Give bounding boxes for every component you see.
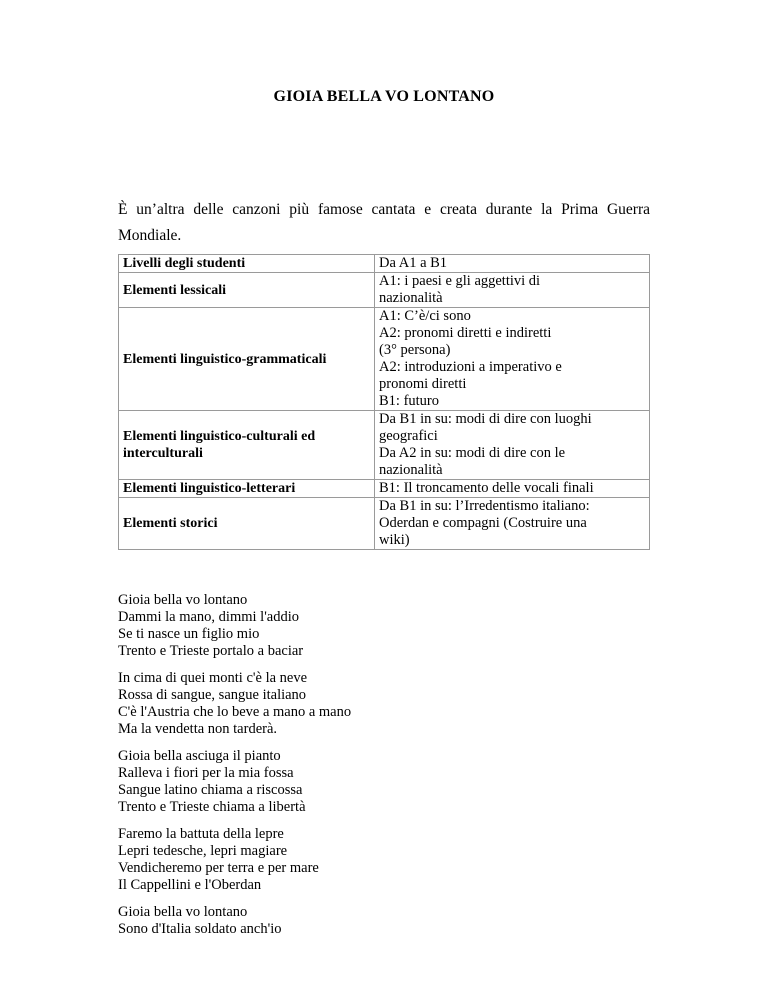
- row-label: Elementi linguistico-culturali ed interculturali: [119, 411, 375, 480]
- row-value: [375, 255, 650, 273]
- table-row: [119, 255, 650, 273]
- row-label: Elementi linguistico-grammaticali: [119, 308, 375, 411]
- row-value-line: Da B1 in su: l’Irredentismo italiano:: [379, 498, 590, 514]
- row-value-line: Oderdan e compagni (Costruire una: [379, 515, 587, 531]
- lyric-line: C'è l'Austria che lo beve a mano a mano: [118, 704, 352, 720]
- row-value: [375, 480, 650, 498]
- lyric-line: Sangue latino chiama a riscossa: [118, 782, 303, 798]
- table-row: [119, 498, 650, 550]
- row-value-line: B1: Il troncamento delle vocali finali: [379, 480, 594, 496]
- row-label: Elementi lessicali: [119, 273, 375, 308]
- lyric-line: Faremo la battuta della lepre: [118, 826, 284, 842]
- lyric-line: Ralleva i fiori per la mia fossa: [118, 765, 294, 781]
- stanza: [118, 670, 351, 738]
- row-value-line: pronomi diretti: [379, 376, 467, 392]
- lyric-line: Vendicheremo per terra e per mare: [118, 860, 319, 876]
- table-row: [119, 308, 650, 411]
- lyric-line: In cima di quei monti c'è la neve: [118, 670, 308, 686]
- lyric-line: Sono d'Italia soldato anch'io: [118, 921, 282, 937]
- row-value-line: Da A2 in su: modi di dire con le: [379, 445, 566, 461]
- row-value: [375, 498, 650, 550]
- lyric-line: Trento e Trieste portalo a baciar: [118, 643, 304, 659]
- lyric-line: Gioia bella vo lontano: [118, 592, 248, 608]
- row-value-line: Da B1 in su: modi di dire con luoghi: [379, 411, 592, 427]
- row-value-line: geografici: [379, 428, 438, 444]
- table-row: [119, 480, 650, 498]
- lyric-line: Lepri tedesche, lepri magiare: [118, 843, 288, 859]
- intro-paragraph: È un’altra delle canzoni più famose cantata e creata durante la Prima Guerra Mondiale.: [118, 201, 650, 244]
- row-label: Elementi storici: [119, 498, 375, 550]
- stanza: [118, 748, 351, 816]
- row-value-line: (3° persona): [379, 342, 451, 358]
- row-value: [375, 308, 650, 411]
- row-value: [375, 411, 650, 480]
- row-value-line: A2: pronomi diretti e indiretti: [379, 325, 552, 341]
- lyric-line: Se ti nasce un figlio mio: [118, 626, 260, 642]
- stanza: [118, 826, 351, 894]
- row-value-line: wiki): [379, 532, 410, 548]
- lyric-line: Rossa di sangue, sangue italiano: [118, 687, 307, 703]
- row-value-line: A1: i paesi e gli aggettivi di: [379, 273, 541, 289]
- row-value-line: nazionalità: [379, 462, 443, 478]
- row-value: [375, 273, 650, 308]
- lyric-line: Gioia bella vo lontano: [118, 904, 248, 920]
- table-row: [119, 411, 650, 480]
- stanza: [118, 904, 351, 938]
- row-label: Livelli degli studenti: [119, 255, 375, 273]
- document-title: GIOIA BELLA VO LONTANO: [273, 88, 495, 105]
- lyric-line: Dammi la mano, dimmi l'addio: [118, 609, 300, 625]
- lyric-line: Ma la vendetta non tarderà.: [118, 721, 278, 737]
- stanza: [118, 592, 351, 660]
- table-row: [119, 273, 650, 308]
- levels-table: [118, 254, 650, 550]
- row-value-line: B1: futuro: [379, 393, 440, 409]
- song-lyrics: [118, 592, 351, 948]
- lyric-line: Gioia bella asciuga il pianto: [118, 748, 281, 764]
- lyric-line: Il Cappellini e l'Oberdan: [118, 877, 262, 893]
- lyric-line: Trento e Trieste chiama a libertà: [118, 799, 306, 815]
- row-value-line: nazionalità: [379, 290, 443, 306]
- row-label: Elementi linguistico-letterari: [119, 480, 375, 498]
- row-value-line: A2: introduzioni a imperativo e: [379, 359, 562, 375]
- row-value-line: A1: C’è/ci sono: [379, 308, 471, 324]
- row-value-line: Da A1 a B1: [379, 255, 448, 271]
